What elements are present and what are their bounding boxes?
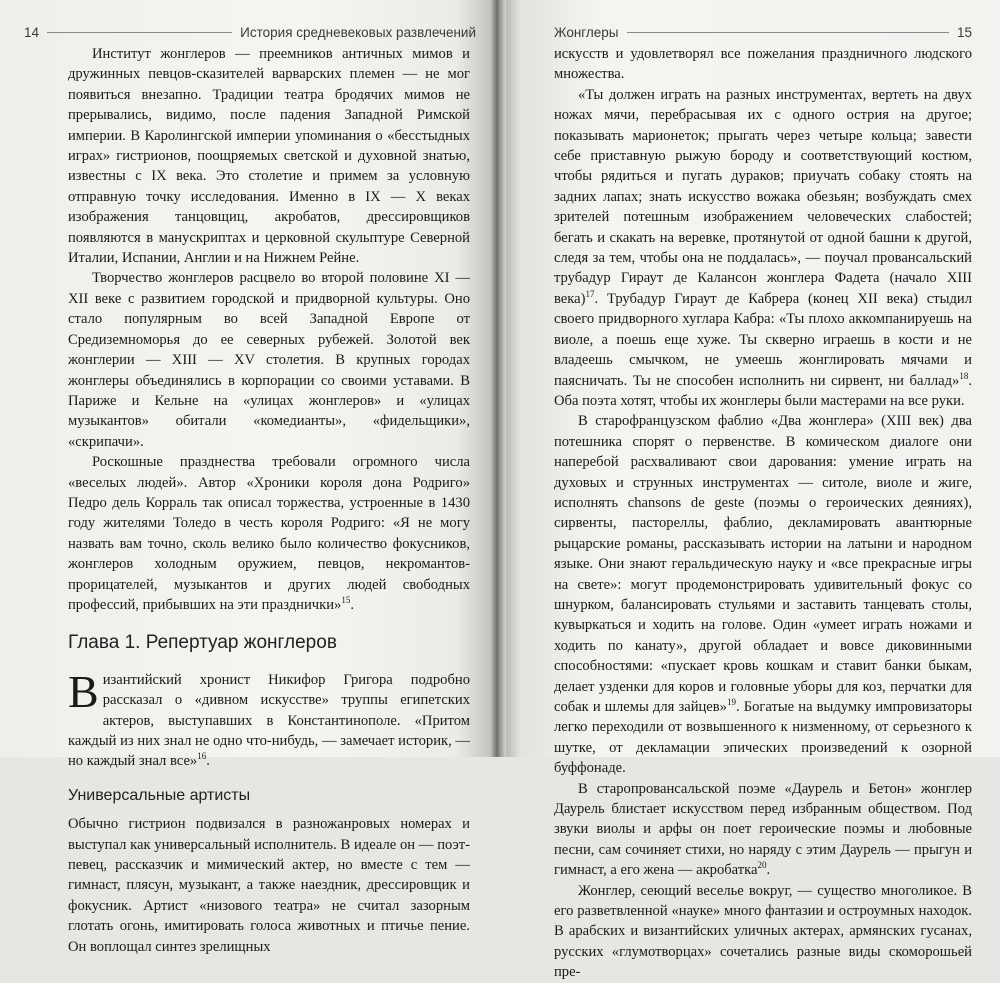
paragraph-text: . Богатые на выдумку импровизаторы легко переходили от возвышенного к низменному, от серьезного к шутке, от декламации эпических произведений к озорной буффонаде. [554,699,972,777]
paragraph-text: В старопровансальской поэме «Даурель и Бетон» жонглер Даурель блистает искусством перед избранным обществом. Под звуки виолы и арфы он поет героические поэмы и любовные песни, сам сочиняет стихи, но наряду с этим Даурель — прыгун и гимнаст, а его жена — акробатка [554,780,972,879]
paragraph-text: . [766,862,771,879]
paragraph: Институт жонглеров — преемников античных мимов и дружинных певцов-сказителей варварских племен — не мог появиться внезапно. Традиции театра бродячих мимов не прерывались, видимо, после падения Западной Римской империи. В Каролингской империи упоминания о «бесстыдных играх» гистрионов, поощряемых светской и духовной знатью, известны с IX века. Это столетие и примем за условную отправную точку исследования. Именно в IX — X веках изображения танцовщиц, акробатов, дрессировщиков появляются в манускриптах и церковной скульптуре Северной Италии, Испании, Англии и на Нижнем Рейне. [68,46,470,267]
right-running-head [554,22,972,42]
paragraph [554,85,972,412]
right-page-body [554,44,972,983]
paragraph [554,411,972,778]
book-gutter [490,0,506,757]
chapter-title: Глава 1. Репертуар жонглеров [68,632,337,654]
footnote-ref: 18 [959,370,969,381]
paragraph-text: . Оба поэта хотят, чтобы их жонглеры были мастерами на все руки. [554,372,972,409]
header-rule [47,32,232,33]
left-page-number: 14 [24,24,40,40]
footnote-ref: 17 [585,289,595,300]
paragraph-text: Роскошные празднества требовали огромного числа «веселых людей». Автор «Хроники короля дона Родриго» Педро дель Корраль так описал торжества, устроенные в 1430 году жителями Толедо в честь короля Родриго: «Я не могу назвать вам точно, сколь велико было количество фокусников, жонглеров холодным оружием, певцов, некромантов-прорицателей, музыкантов и других людей свободных профессий, прибывших на эти празднички» [68,454,470,613]
paragraph: Творчество жонглеров расцвело во второй половине XI — XII веке с развитием городской и придворной культуры. Оно стало популярным во всей Западной Европе от Средиземноморья до ее северных рубежей. Золотой век жонглерии — XIII — XV столетия. В крупных городах жонглеры объединялись в корпорации со своими уставами. В Париже и Кельне на «улицах жонглеров» и «улицах музыкантов» обитали «комедианты», «фидельщики», «скрипачи». [68,270,470,450]
footnote-ref: 20 [757,860,767,871]
footnote-ref: 19 [726,697,736,708]
left-page-body [68,44,470,957]
header-rule [627,32,949,33]
left-header-title: История средневековых развлечений [240,24,476,40]
footnote-ref: 16 [197,751,207,762]
paragraph: Жонглер, сеющий веселье вокруг, — существо многоликое. В его разветвленной «науке» много фантазии и остроумных находок. В арабских и византийских уличных актерах, армянских гусанах, русских «глумотворцах» сочетались разные виды скоморошьей пре- [554,882,972,981]
paragraph [554,779,972,881]
paragraph: искусств и удовлетворял все пожелания праздничного людского множества. [554,46,972,83]
paragraph-text: «Ты должен играть на разных инструментах, вертеть на двух ножах мячи, перебрасывая их с одного острия на другое; показывать марионеток; прыгать через четыре кольца; завести себе приставную рыжую бороду и соответствующий костюм, чтобы рядиться и пугать дураков; приучать собаку стоять на задних лапах; знать искусство вожака обезьян; возбуждать смех зрителей потешным изображением человеческих слабостей; бегать и скакать на веревке, протянутой от одной башни к другой, следя за тем, чтобы она не поддалась», — поучал провансальский трубадур Гираут де Калансон жонглера Фадета (начало XIII века) [554,86,972,307]
right-page-number: 15 [956,24,972,40]
paragraph: Византийский хронист Никифор Григора подробно рассказал о «дивном искусстве» труппы египетских актеров, выступавших в Константинополе. «Притом каждый из них знал не одно что-нибудь, — замечает историк, — но каждый знал все»$^{16}$. [68,665,470,770]
section-title: Универсальные артисты [68,786,251,804]
paragraph-text: изантийский хронист Никифор Григора подробно рассказал о «дивном искусстве» труппы египетских актеров, выступавших в Константинополе. «Притом каждый из них знал не одно что-нибудь, — замечает историк, — но каждый знал все» [68,671,470,770]
drop-cap: В [68,665,99,717]
paragraph-text: В старофранцузском фаблио «Два жонглера» (XIII век) два потешника спорят о первенстве. В комическом диалоге они наперебой расхваливают свои дарования: умение играть на духовых и струнных инструментах — ситоле, виоле и жиге, исполнять chansons de geste (поэмы о героических деяниях), сирвенты, пастореллы, фаблио, декламировать авантюрные рыцарские романы, рассказывать истории на латыни и народном языке. Они знают геральдическую науку и «все прекрасные игры на свете»: могут продемонстрировать удивительный фокус со шнурком, балансировать стульями и заставить танцевать столы, кувыркаться и ходить на голове. Один «умеет играть ножами и ходить по канату», другой обладает и вовсе диковинными способностями: «пускает кровь кошкам и ставит банки быкам, делает узденки для коров и головные уборы для коз, перчатки для собак и шлемы для зайцев» [554,413,972,715]
paragraph-text: . Трубадур Гираут де Кабрера (конец XII века) стыдил своего придворного хуглара Кабра: «Ты плохо аккомпанируешь на виоле, а поешь еще хуже. Ты скверно играешь в кости и не владеешь смычком, не умеешь жонглировать мячами и паясничать. Ты не способен исполнить ни сирвент, ни баллад» [554,290,972,389]
footnote-ref: 15 [341,595,351,606]
paragraph: Обычно гистрион подвизался в разножанровых номерах и выступал как универсальный исполнитель. В идеале он — поэт-певец, рассказчик и мимический актер, но вместе с тем — гимнаст, плясун, музыкант, а также наездник, дрессировщик и фокусник. Артист «низового театра» не считал зазорным глотать огонь, имитировать голоса животных и птичье пение. Он воплощал синтез зрелищных [68,816,470,955]
right-header-title: Жонглеры [554,24,619,40]
left-running-head [24,22,476,42]
paragraph: Роскошные празднества требовали огромного числа «веселых людей». Автор «Хроники короля дона Родриго» Педро дель Корраль так описал торжества, устроенные в 1430 году жителями Толедо в честь короля Родриго: «Я не могу назвать вам точно, сколь велико было количество фокусников, жонглеров холодным оружием, певцов, некромантов-прорицателей, музыкантов и других людей свободных профессий, прибывших на эти празднички»$^{15}$. [68,454,470,613]
